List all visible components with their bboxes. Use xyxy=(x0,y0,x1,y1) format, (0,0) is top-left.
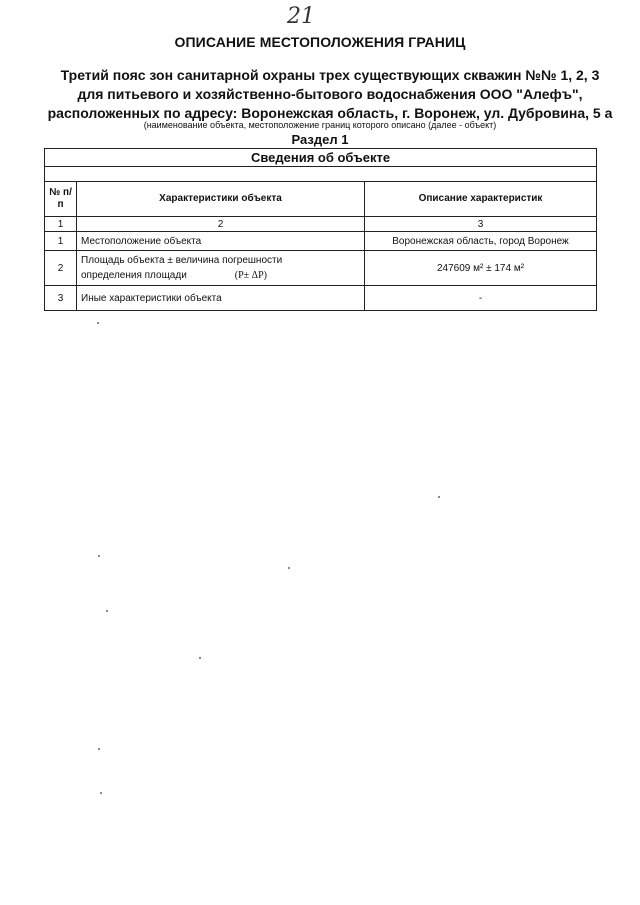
scan-speck xyxy=(438,496,440,498)
table-heading: Сведения об объекте xyxy=(45,149,597,167)
subtitle-line-2: для питьевого и хозяйственно-бытового водоснабжения ООО "Алефъ", xyxy=(77,86,583,102)
column-header-description: Описание характеристик xyxy=(365,182,597,217)
object-subtitle xyxy=(40,66,620,123)
scan-speck xyxy=(98,555,100,557)
row-description: 247609 м² ± 174 м² xyxy=(365,251,597,286)
row-number: 3 xyxy=(45,286,77,311)
scan-speck xyxy=(199,657,201,659)
table-column-header-row xyxy=(45,182,597,217)
table-spacer xyxy=(45,167,597,182)
table-heading-row xyxy=(45,149,597,167)
table-row xyxy=(45,286,597,311)
column-number-2: 2 xyxy=(77,217,365,232)
object-info-table xyxy=(44,148,597,311)
row-number: 1 xyxy=(45,232,77,251)
column-number-3: 3 xyxy=(365,217,597,232)
scan-speck xyxy=(100,792,102,794)
table-row xyxy=(45,251,597,286)
scan-speck xyxy=(97,322,99,324)
row-characteristic-text: определения площади xyxy=(81,270,187,281)
area-formula: (P± ΔP) xyxy=(234,270,267,281)
row-characteristic: Иные характеристики объекта xyxy=(77,286,365,311)
object-caption: (наименование объекта, местоположение границ которого описано (далее - объект) xyxy=(143,120,497,130)
column-header-characteristic: Характеристики объекта xyxy=(77,182,365,217)
row-characteristic-line-1: Площадь объекта ± величина погрешности xyxy=(81,255,283,266)
row-characteristic-line-2 xyxy=(81,268,360,283)
scan-speck xyxy=(98,748,100,750)
row-number: 2 xyxy=(45,251,77,286)
row-description: Воронежская область, город Воронеж xyxy=(365,232,597,251)
page-number: 21 xyxy=(287,4,315,29)
row-description: - xyxy=(365,286,597,311)
column-header-number: № п/п xyxy=(45,182,77,217)
row-characteristic xyxy=(77,251,365,286)
scan-speck xyxy=(288,567,290,569)
scan-speck xyxy=(106,610,108,612)
table-row xyxy=(45,232,597,251)
column-number-1: 1 xyxy=(45,217,77,232)
subtitle-line-1: Третий пояс зон санитарной охраны трех существующих скважин №№ 1, 2, 3 xyxy=(60,67,600,83)
document-title: ОПИСАНИЕ МЕСТОПОЛОЖЕНИЯ ГРАНИЦ xyxy=(174,34,466,50)
section-title: Раздел 1 xyxy=(291,132,349,147)
table-column-number-row xyxy=(45,217,597,232)
row-characteristic: Местоположение объекта xyxy=(77,232,365,251)
subtitle-line-3: расположенных по адресу: Воронежская область, г. Воронеж, ул. Дубровина, 5 а xyxy=(47,105,613,121)
table-spacer-row xyxy=(45,167,597,182)
